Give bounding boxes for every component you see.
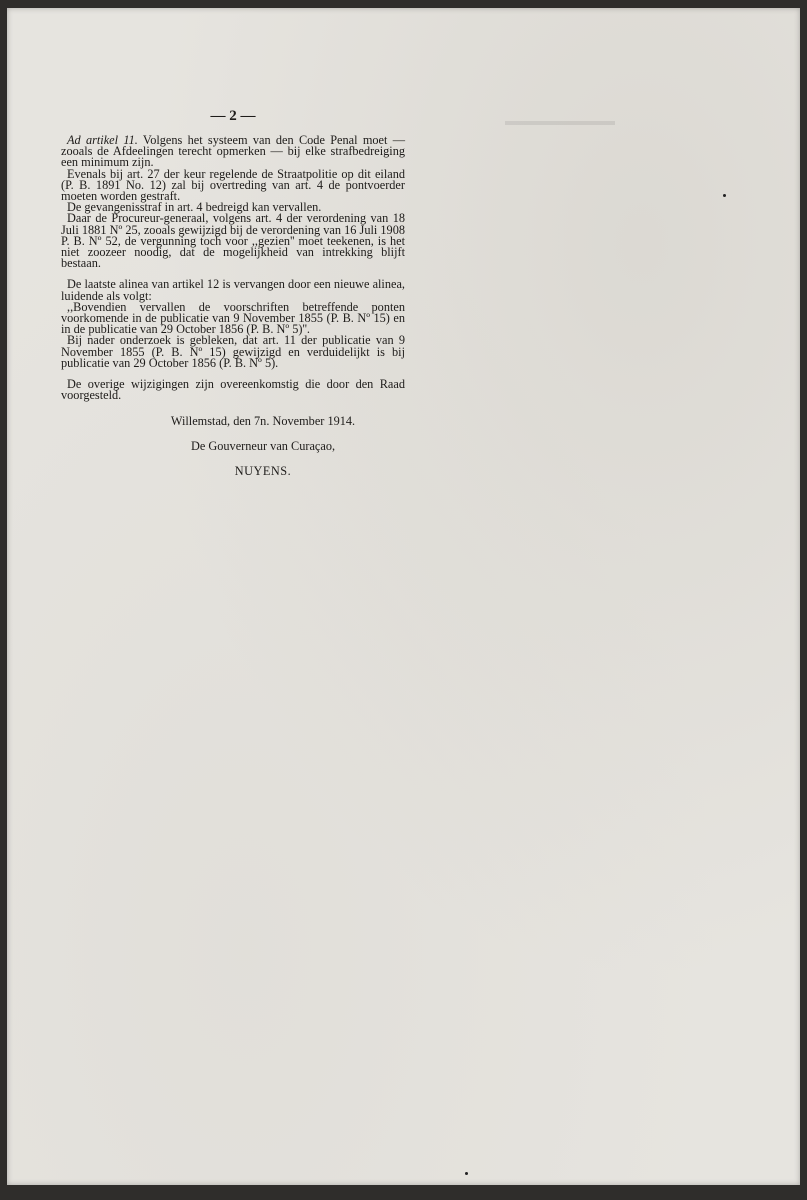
paper-speck: [465, 1172, 468, 1175]
paragraph: De overige wijzigingen zijn overeenkomstig die door den Raad voorgesteld.: [61, 377, 405, 403]
paragraph: De gevangenisstraf in art. 4 bedreigd kan vervallen.: [67, 200, 322, 215]
paragraph-text: Volgens het systeem van den Code Penal moet — zooals de Afdeelingen terecht opmerken — bij elke strafbedreiging een minimum zijn.: [61, 133, 406, 170]
show-through-text: [447, 93, 767, 233]
paragraph-article-11: [61, 135, 405, 169]
document-body: [61, 108, 405, 478]
paragraph: De laatste alinea van artikel 12 is vervangen door een nieuwe alinea, luidende als volgt:: [61, 277, 405, 303]
paragraph: Bij nader onderzoek is gebleken, dat art. 11 der publicatie van 9 November 1855 (P. B. Nº 15) gewijzigd en verduidelijkt is bij publicatie van 29 October 1856 (P. B. Nº 5).: [61, 333, 405, 370]
paper-speck: [723, 194, 726, 197]
document-page: [7, 8, 800, 1185]
page-number: — 2 —: [210, 108, 256, 124]
paragraph: Daar de Procureur-generaal, volgens art. 4 der verordening van 18 Juli 1881 Nº 25, zooals gewijzigd bij de verordening van 16 Juli 1908 P. B. Nº 52, de vergunning toch voor ,,gezien'' moet teekenen, is het niet zoozeer noodig, dat de mogelijkheid van intrekking blijft bestaan.: [61, 211, 405, 271]
article-label: Ad artikel 11.: [67, 133, 138, 147]
paragraph: Evenals bij art. 27 der keur regelende de Straatpolitie op dit eiland (P. B. 1891 No. 12) zal bij overtreding van art. 4 de pontvoerder moeten worden gestraft.: [61, 166, 405, 204]
place-and-date: Willemstad, den 7n. November 1914.: [170, 414, 356, 429]
signatory-title: De Gouverneur van Curaçao,: [190, 439, 336, 454]
signature-name: NUYENS.: [234, 464, 292, 479]
bleed-rule: [505, 121, 615, 125]
quoted-paragraph: ,,Bovendien vervallen de voorschriften betreffende ponten voorkomende in de publicatie van 9 November 1855 (P. B. Nº 15) en in de publicatie van 29 October 1856 (P. B. Nº 5)''.: [61, 299, 405, 337]
